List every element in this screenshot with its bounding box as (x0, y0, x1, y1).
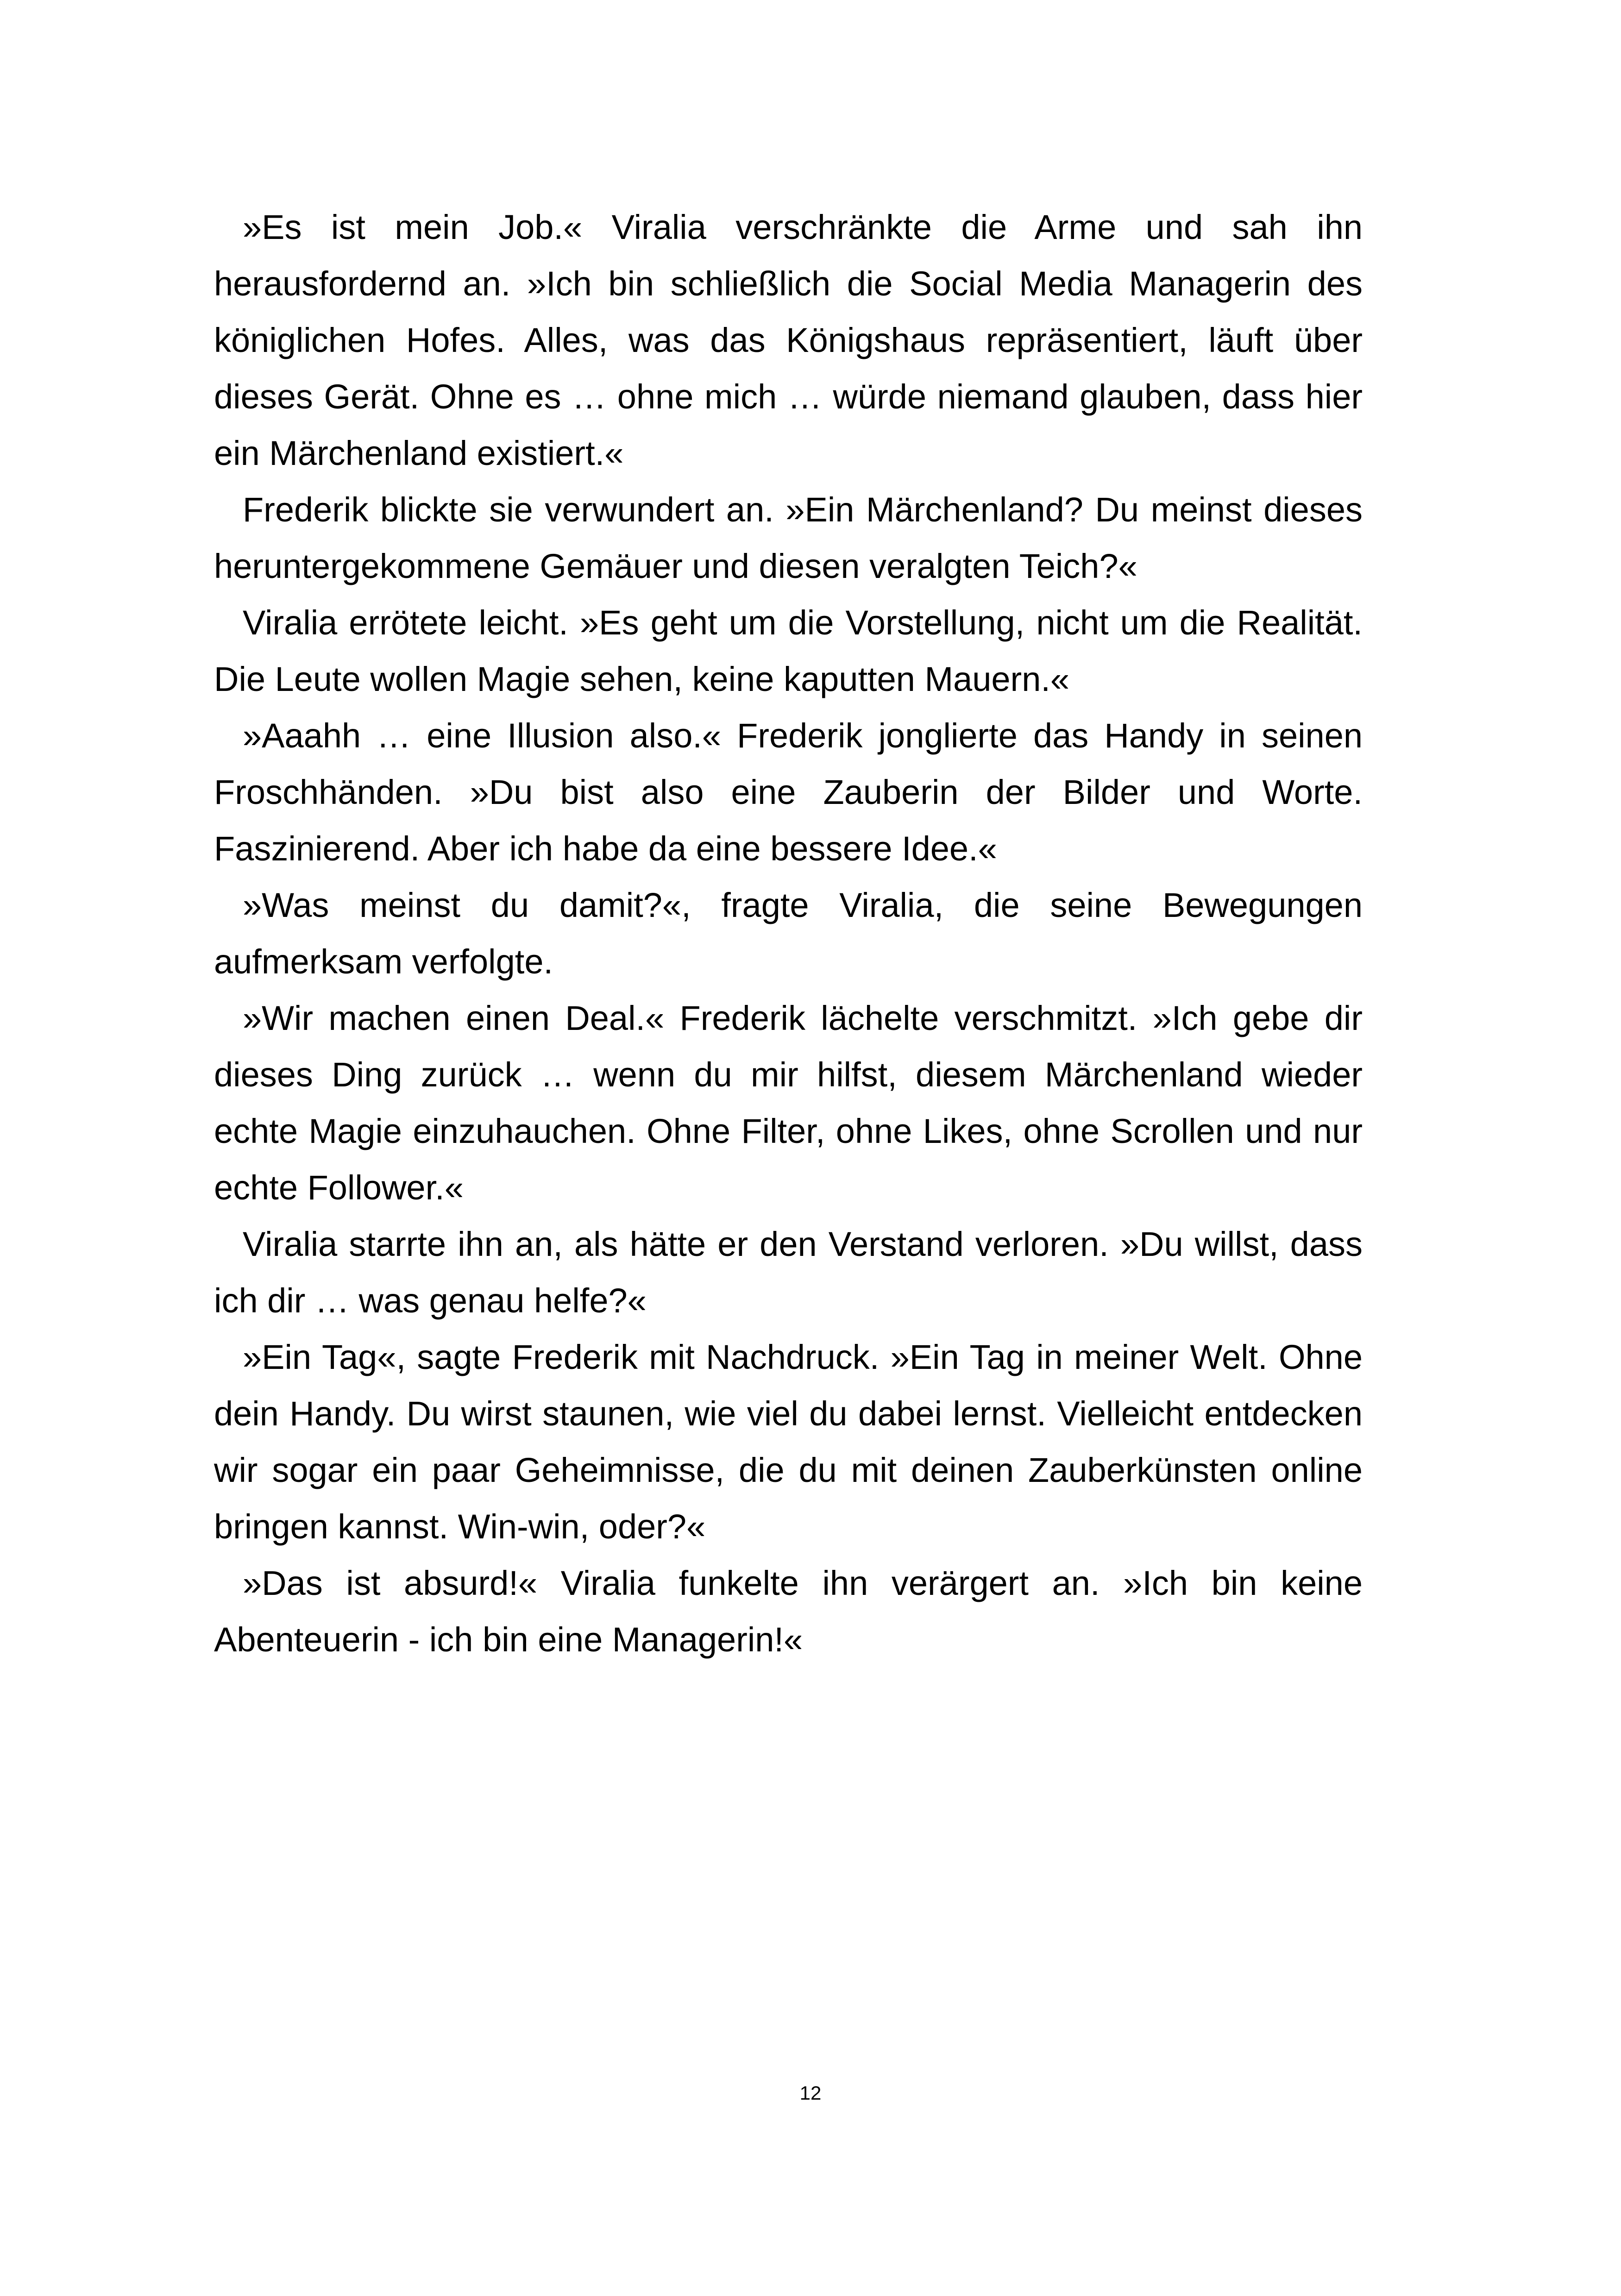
paragraph: »Das ist absurd!« Viralia funkelte ihn verärgert an. »Ich bin keine Abenteuerin - ich bin eine Managerin!« (214, 1564, 1363, 1659)
page-number: 12 (799, 2082, 822, 2104)
paragraph: Viralia starrte ihn an, als hätte er den Verstand verloren. »Du willst, dass ich dir … was genau helfe?« (214, 1225, 1363, 1320)
paragraph: »Wir machen einen Deal.« Frederik lächelte verschmitzt. »Ich gebe dir dieses Ding zurück … wenn du mir hilfst, diesem Märchenland wieder echte Magie einzuhauchen. Ohne Filter, ohne Likes, ohne Scrollen und nur echte Follower.« (214, 999, 1363, 1207)
paragraph: »Was meinst du damit?«, fragte Viralia, die seine Bewegungen aufmerksam verfolgte. (214, 886, 1363, 981)
paragraph: »Es ist mein Job.« Viralia verschränkte die Arme und sah ihn herausfordernd an. »Ich bin schließlich die Social Media Managerin des königlichen Hofes. Alles, was das Königshaus repräsentiert, läuft über dieses Gerät. Ohne es … ohne mich … würde niemand glauben, dass hier ein Märchenland existiert.« (214, 208, 1363, 472)
paragraph: Viralia errötete leicht. »Es geht um die Vorstellung, nicht um die Realität. Die Leute wollen Magie sehen, keine kaputten Mauern.« (214, 603, 1363, 698)
paragraph: »Ein Tag«, sagte Frederik mit Nachdruck. »Ein Tag in meiner Welt. Ohne dein Handy. Du wirst staunen, wie viel du dabei lernst. Vielleicht entdecken wir sogar ein paar Geheimnisse, die du mit deinen Zauberkünsten online bringen kannst. Win-win, oder?« (214, 1338, 1363, 1546)
body-text (214, 199, 1363, 1668)
paragraph: »Aaahh … eine Illusion also.« Frederik jonglierte das Handy in seinen Froschhänden. »Du bist also eine Zauberin der Bilder und Worte. Faszinierend. Aber ich habe da eine bessere Idee.« (214, 716, 1363, 868)
paragraph: Frederik blickte sie verwundert an. »Ein Märchenland? Du meinst dieses heruntergekommene Gemäuer und diesen veralgten Teich?« (214, 490, 1363, 585)
